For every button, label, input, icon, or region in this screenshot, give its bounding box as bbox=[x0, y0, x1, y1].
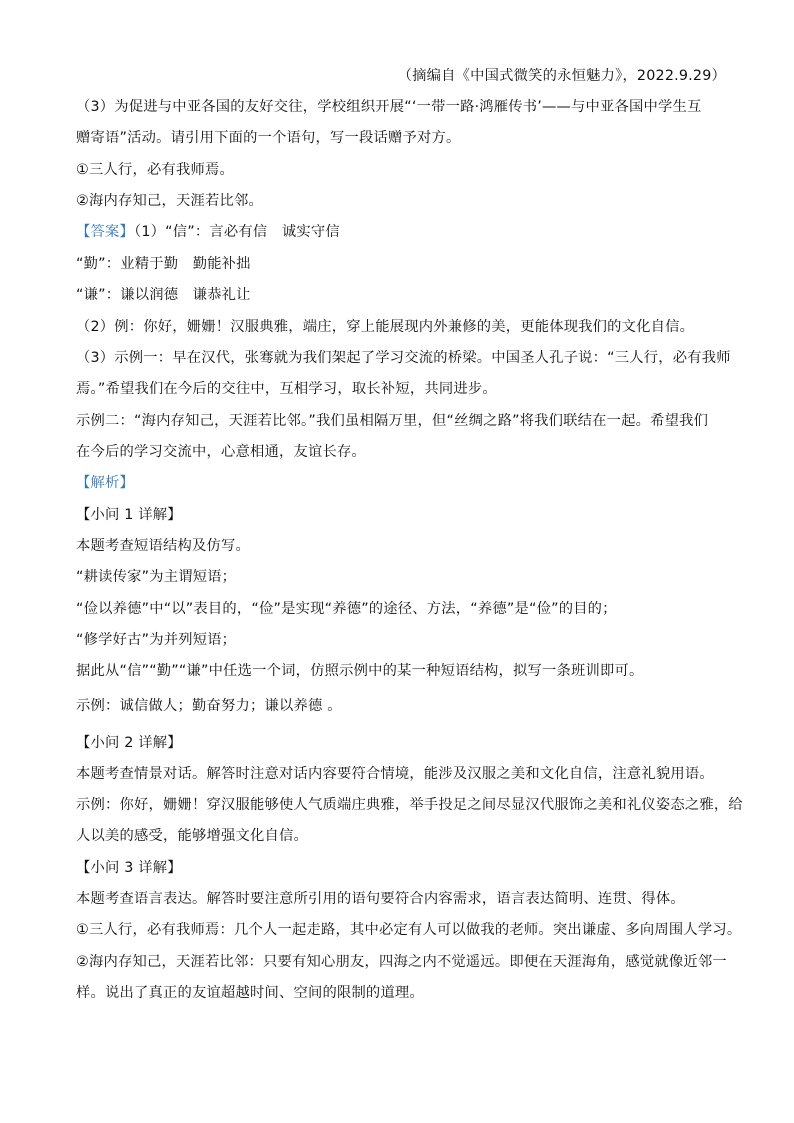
subquestion-1-heading: 【小问 1 详解】 bbox=[76, 507, 182, 523]
subquestion-2-line-1: 本题考查情景对话。解答时注意对话内容要符合情境，能涉及汉服之美和文化自信，注意礼貌用语。 bbox=[76, 766, 714, 782]
subquestion-1-line-4: “修学好古”为并列短语； bbox=[76, 632, 237, 648]
answer-1-line-1: （1）“信”：言必有信 诚实守信 bbox=[134, 224, 340, 240]
analysis-tag: 【解析】 bbox=[76, 475, 134, 491]
answer-3-line-2: 焉。”希望我们在今后的交往中，互相学习，取长补短，共同进步。 bbox=[76, 381, 497, 397]
subquestion-1-line-2: “耕读传家”为主谓短语； bbox=[76, 569, 237, 585]
quote-option-1: ①三人行，必有我师焉。 bbox=[76, 162, 234, 178]
answer-1-line-3: “谦”：谦以润德 谦恭礼让 bbox=[76, 287, 251, 303]
answer-3-line-1: （3）示例一：早在汉代，张骞就为我们架起了学习交流的桥梁。中国圣人孔子说：“三人行，必有我师 bbox=[76, 350, 731, 366]
answer-2: （2）例：你好，姗姗！汉服典雅，端庄，穿上能展现内外兼修的美，更能体现我们的文化自信。 bbox=[76, 319, 695, 335]
subquestion-2-heading: 【小问 2 详解】 bbox=[76, 735, 182, 751]
question-3-line-2: 赠寄语”活动。请引用下面的一个语句，写一段话赠予对方。 bbox=[76, 130, 461, 146]
subquestion-3-line-2: ①三人行，必有我师焉：几个人一起走路，其中必定有人可以做我的老师。突出谦虚、多向周围人学习。 bbox=[76, 922, 742, 938]
answer-3-line-4: 在今后的学习交流中，心意相通，友谊长存。 bbox=[76, 444, 366, 460]
subquestion-1-line-1: 本题考查短语结构及仿写。 bbox=[76, 538, 250, 554]
subquestion-1-line-6: 示例：诚信做人；勤奋努力；谦以养德 。 bbox=[76, 698, 342, 714]
subquestion-3-line-3: ②海内存知己，天涯若比邻：只要有知心朋友，四海之内不觉遥远。即便在天涯海角，感觉就像近邻一 bbox=[76, 954, 727, 970]
quote-option-2: ②海内存知己，天涯若比邻。 bbox=[76, 193, 263, 209]
answer-tag: 【答案】 bbox=[76, 224, 134, 240]
source-citation: （摘编自《中国式微笑的永恒魅力》，2022.9.29） bbox=[397, 68, 726, 84]
subquestion-3-line-4: 样。说出了真正的友谊超越时间、空间的限制的道理。 bbox=[76, 985, 424, 1001]
subquestion-1-line-5: 据此从“信”“勤”“谦”中任选一个词，仿照示例中的某一种短语结构，拟写一条班训即可。 bbox=[76, 663, 644, 679]
subquestion-1-line-3: “俭以养德”中“以”表目的，“俭”是实现“养德”的途径、方法，“养德”是“俭”的目的； bbox=[76, 601, 617, 617]
subquestion-3-line-1: 本题考查语言表达。解答时要注意所引用的语句要符合内容需求，语言表达简明、连贯、得体。 bbox=[76, 891, 685, 907]
answer-1-line-2: “勤”：业精于勤 勤能补拙 bbox=[76, 256, 251, 272]
subquestion-2-line-3: 人以美的感受，能够增强文化自信。 bbox=[76, 828, 308, 844]
subquestion-3-heading: 【小问 3 详解】 bbox=[76, 860, 182, 876]
answer-3-line-3: 示例二：“海内存知己，天涯若比邻。”我们虽相隔万里，但“丝绸之路”将我们联结在一起。希望我们 bbox=[76, 413, 709, 429]
answer-line-1 bbox=[76, 222, 340, 242]
subquestion-2-line-2: 示例：你好，姗姗！穿汉服能够使人气质端庄典雅，举手投足之间尽显汉代服饰之美和礼仪姿态之雅，给 bbox=[76, 797, 743, 813]
question-3-line-1: （3）为促进与中亚各国的友好交往，学校组织开展“‘一带一路·鸿雁传书’——与中亚各国中学生互 bbox=[76, 99, 702, 115]
